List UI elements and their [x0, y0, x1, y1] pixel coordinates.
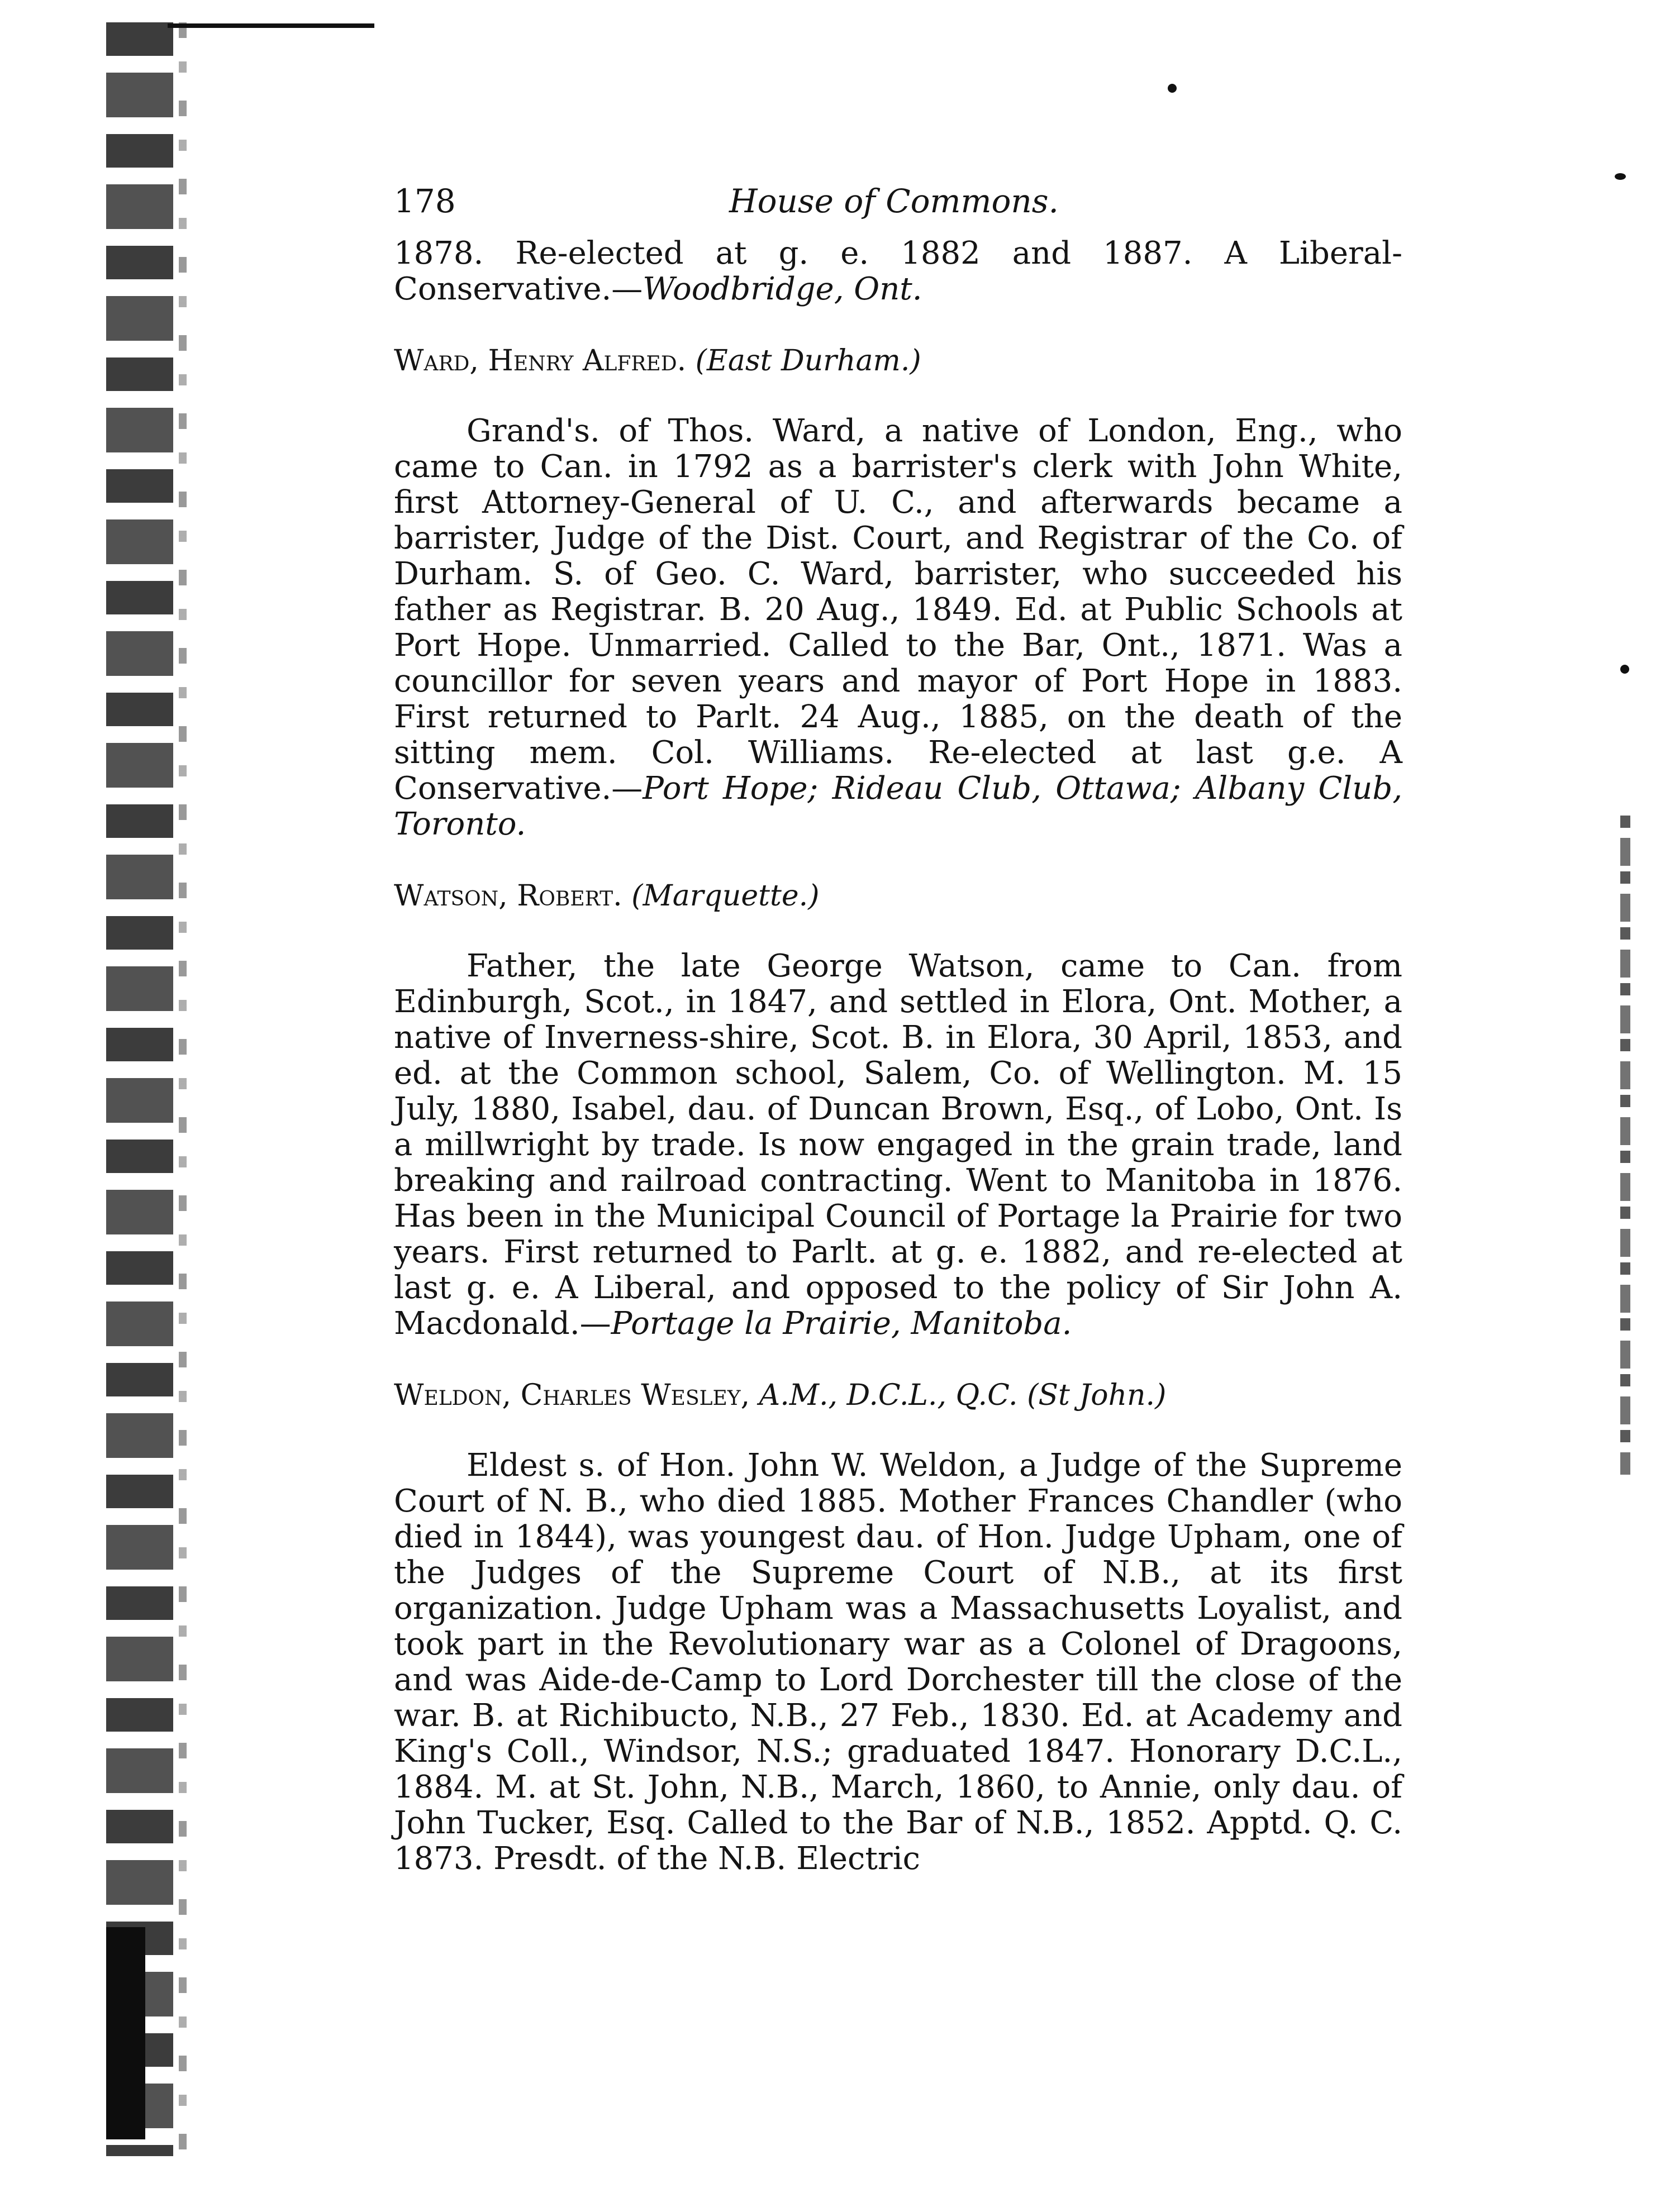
entry-name: Weldon, Charles Wesley,: [394, 1379, 750, 1412]
scan-right-edge: [1620, 816, 1630, 1475]
entry-heading-watson: [394, 878, 1402, 914]
entry-body-text: Grand's. of Thos. Ward, a native of London, Eng., who came to Can. in 1792 as a barrister's clerk with John White, first Attorney-General of U. C., and afterwards became a barrister, Judge of the Dist. Court, and Registrar of the Co. of Durham. S. of Geo. C. Ward, barrister, who succeeded his father as Registrar. B. 20 Aug., 1849. Ed. at Public Schools at Port Hope. Unmarried. Called to the Bar, Ont., 1871. Was a councillor for seven years and mayor of Port Hope in 1883. First returned to Parlt. 24 Aug., 1885, on the death of the sitting mem. Col. Williams. Re-elected at last g.e. A Conservative.—: [394, 413, 1402, 807]
entry-body-text: Eldest s. of Hon. John W. Weldon, a Judge of the Supreme Court of N. B., who died 1885. Mother Frances Chandler (who died in 1844), was youngest dau. of Hon. Judge Upham, one of the Judges of the Supreme Court of N.B., at its first organization. Judge Upham was a Massachusetts Loyalist, and took part in the Revolutionary war as a Colonel of Dragoons, and was Aide-de-Camp to Lord Dorchester till the close of the war. B. at Richibucto, N.B., 27 Feb., 1830. Ed. at Academy and King's Coll., Windsor, N.S.; graduated 1847. Honorary D.C.L., 1884. M. at St. John, N.B., March, 1860, to Annie, only dau. of John Tucker, Esq. Called to the Bar of N.B., 1852. Apptd. Q. C. 1873. Presdt. of the N.B. Electric: [394, 1447, 1402, 1877]
entry-constituency: (St John.): [1027, 1379, 1167, 1412]
running-head: [394, 179, 1402, 223]
entry-name: Ward, Henry Alfred.: [394, 344, 687, 378]
entry-heading-weldon: [394, 1377, 1402, 1413]
scan-top-rule: [168, 23, 374, 28]
entry-body-watson: [394, 948, 1402, 1342]
entry-name: Watson, Robert.: [394, 879, 622, 913]
continuation-paragraph: [394, 236, 1402, 307]
scan-binding-dark-block: [106, 1927, 145, 2139]
scan-binding-shadow: [179, 22, 187, 2156]
page-text-block: [394, 179, 1402, 1877]
continuation-address: Woodbridge, Ont.: [643, 271, 922, 307]
entry-constituency: (East Durham.): [695, 344, 921, 378]
entry-body-ward: [394, 413, 1402, 842]
continuation-text: 1878. Re-elected at g. e. 1882 and 1887. A Liberal-Conservative.—: [394, 235, 1402, 307]
entry-constituency: (Marquette.): [631, 879, 820, 913]
entry-degrees: A.M., D.C.L., Q.C.: [759, 1379, 1018, 1412]
entry-body-weldon: [394, 1448, 1402, 1877]
entry-address: Port Hope; Rideau Club, Ottawa; Albany Club, Toronto.: [394, 770, 1402, 842]
scan-speck: [1620, 665, 1629, 674]
scan-speck: [1615, 173, 1626, 180]
page-number: 178: [394, 182, 456, 220]
entry-address: Portage la Prairie, Manitoba.: [611, 1305, 1072, 1342]
scan-speck: [1168, 84, 1177, 93]
scan-binding-edge: [106, 22, 173, 2156]
running-title: House of Commons.: [729, 182, 1059, 220]
entry-heading-ward: [394, 343, 1402, 379]
entry-body-text: Father, the late George Watson, came to Can. from Edinburgh, Scot., in 1847, and settled in Elora, Ont. Mother, a native of Inverness-shire, Scot. B. in Elora, 30 April, 1853, and ed. at the Common school, Salem, Co. of Wellington. M. 15 July, 1880, Isabel, dau. of Duncan Brown, Esq., of Lobo, Ont. Is a millwright by trade. Is now engaged in the grain trade, land breaking and railroad contracting. Went to Manitoba in 1876. Has been in the Municipal Council of Portage la Prairie for two years. First returned to Parlt. at g. e. 1882, and re-elected at last g. e. A Liberal, and opposed to the policy of Sir John A. Macdonald.—: [394, 948, 1402, 1342]
